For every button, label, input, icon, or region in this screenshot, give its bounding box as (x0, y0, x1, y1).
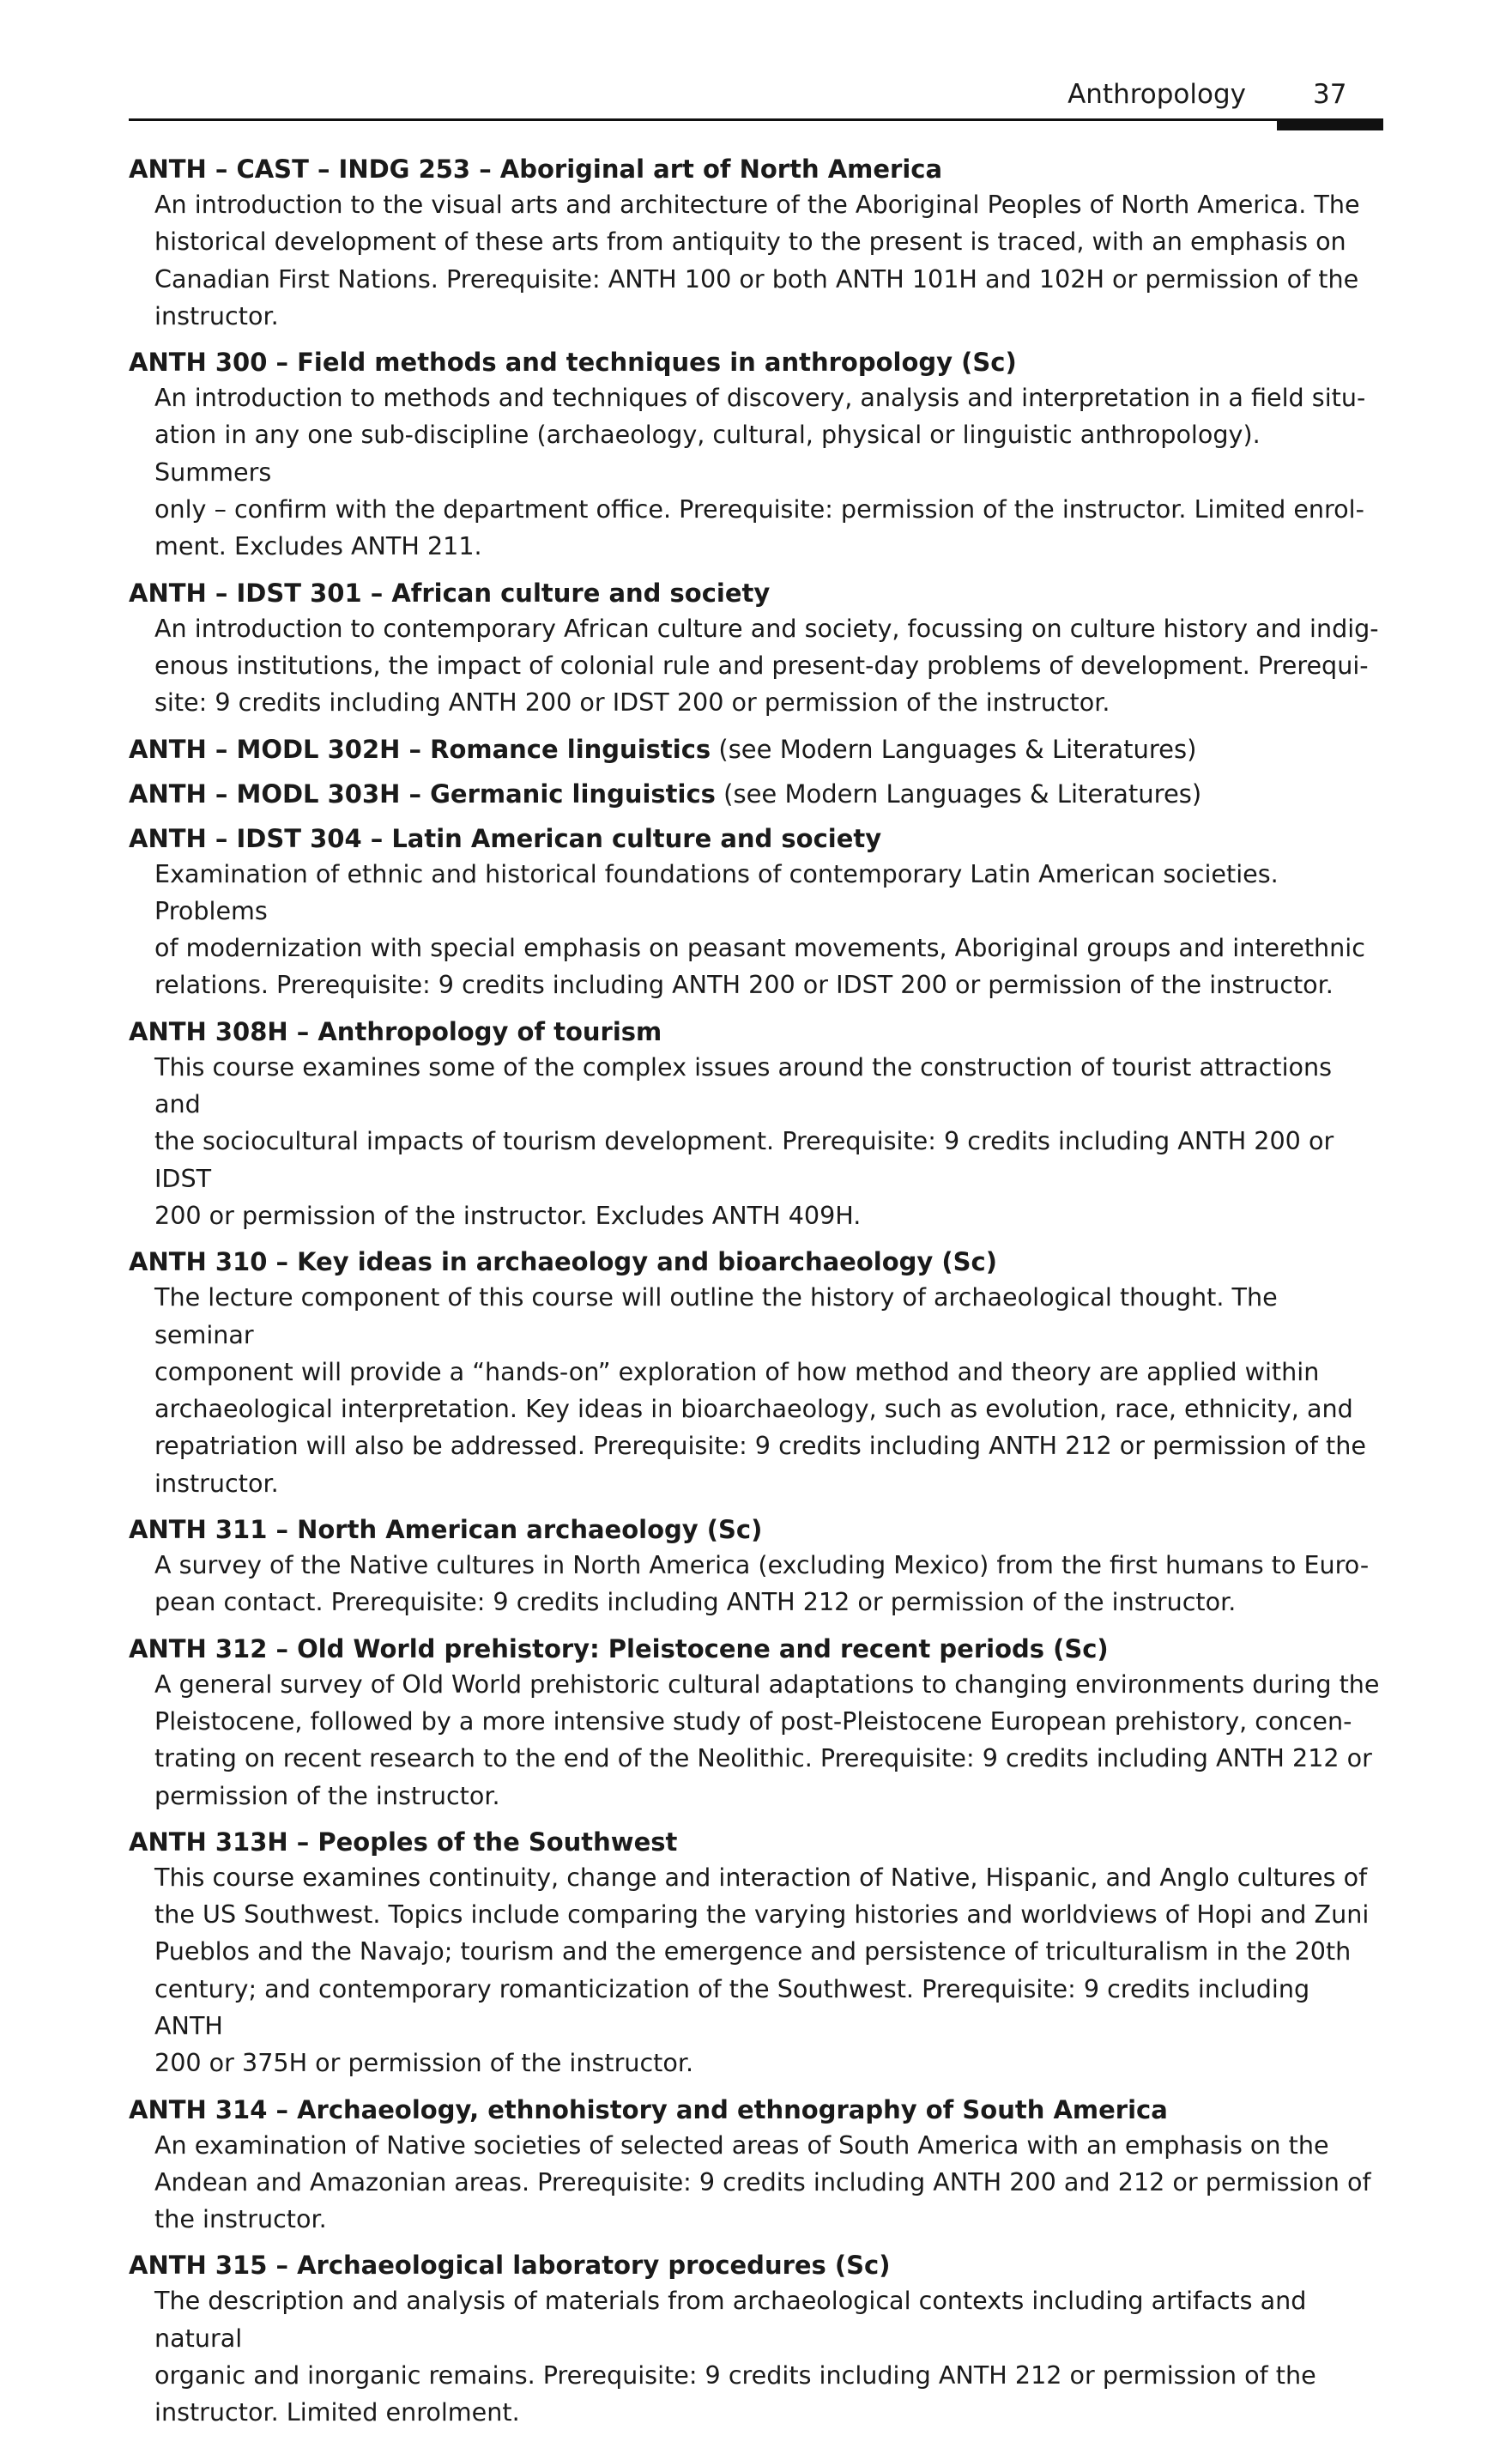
course-code-title: ANTH – MODL 303H – Germanic linguistics (129, 779, 716, 809)
course-entry (129, 1512, 1383, 1621)
page-header (129, 76, 1383, 118)
course-title (129, 821, 1383, 856)
course-entry (129, 345, 1383, 565)
course-code-title: ANTH – IDST 304 – Latin American culture and society (129, 823, 882, 853)
course-code-title: ANTH – IDST 301 – African culture and society (129, 578, 771, 608)
header-rule (129, 118, 1383, 121)
course-list (129, 152, 1383, 2442)
course-entry (129, 1245, 1383, 1502)
course-description: This course examines continuity, change and interaction of Native, Hispanic, and Anglo cultures of the US Southwest. Topics include comparing the varying histories and worldviews of Hopi and Zuni Pueblos and the Navajo; tourism and the emergence and persistence of triculturalism in the 20th century; and contemporary romanticization of the Southwest. Prerequisite: 9 credits including ANTH 200 or 375H or permission of the instructor. (154, 1862, 1370, 2078)
course-title (129, 732, 1383, 767)
course-code-title: ANTH – CAST – INDG 253 – Aboriginal art of North America (129, 155, 943, 184)
course-description: This course examines some of the complex issues around the construction of tourist attractions and the sociocultural impacts of tourism development. Prerequisite: 9 credits including ANTH 200 or IDST 200 or permission of the instructor. Excludes ANTH 409H. (154, 1051, 1334, 1230)
course-description: An examination of Native societies of selected areas of South America with an emphasis on the Andean and Amazonian areas. Prerequisite: 9 credits including ANTH 200 and 212 or permission of the instructor. (154, 2130, 1371, 2234)
course-title (129, 1825, 1383, 1859)
course-title (129, 576, 1383, 610)
course-title (129, 1632, 1383, 1666)
course-entry (129, 732, 1383, 767)
course-description: The lecture component of this course will outline the history of archaeological thought. The seminar component will provide a “hands-on” exploration of how method and theory are applied within archaeological interpretation. Key ideas in bioarchaeology, such as evolution, race, ethnicity, and repatriation will also be addressed. Prerequisite: 9 credits including ANTH 212 or permission of the instructor. (154, 1282, 1366, 1498)
course-description: An introduction to the visual arts and architecture of the Aboriginal Peoples of North America. The historical development of these arts from antiquity to the present is traced, with an emphasis on Canadian First Nations. Prerequisite: ANTH 100 or both ANTH 101H and 102H or permission of the instructor. (154, 190, 1360, 330)
course-description: A general survey of Old World prehistoric cultural adaptations to changing environments during the Pleistocene, followed by a more intensive study of post-Pleistocene European prehistory, concen- trating on recent research to the end of the Neolithic. Prerequisite: 9 credits including ANTH 212 or permission of the instructor. (154, 1669, 1380, 1810)
course-description: An introduction to contemporary African culture and society, focussing on culture history and indig- enous institutions, the impact of colonial rule and present-day problems of development. Prerequi- site: 9 credits including ANTH 200 or IDST 200 or permission of the instructor. (154, 613, 1379, 718)
course-code-title: ANTH 308H – Anthropology of tourism (129, 1016, 662, 1046)
course-description: The description and analysis of materials from archaeological contexts including artifacts and natural organic and inorganic remains. Prerequisite: 9 credits including ANTH 212 or permission of the instructor. Limited enrolment. (154, 2286, 1316, 2427)
section-title: Anthropology (1067, 79, 1246, 110)
page-number: 37 (1313, 79, 1347, 110)
course-title (129, 1015, 1383, 1049)
course-entry (129, 821, 1383, 1004)
course-title (129, 777, 1383, 811)
course-code-title: ANTH – MODL 302H – Romance linguistics (129, 734, 711, 764)
course-description: Examination of ethnic and historical foundations of contemporary Latin American societies. Problems of modernization with special emphasis on peasant movements, Aboriginal groups and interethnic relations. Prerequisite: 9 credits including ANTH 200 or IDST 200 or permission of the instructor. (154, 858, 1365, 1000)
course-entry (129, 2093, 1383, 2239)
header-tab-marker (1277, 120, 1383, 130)
course-code-title: ANTH 315 – Archaeological laboratory procedures (Sc) (129, 2251, 891, 2281)
course-title (129, 1512, 1383, 1547)
course-code-title: ANTH 312 – Old World prehistory: Pleistocene and recent periods (Sc) (129, 1633, 1109, 1663)
course-description: A survey of the Native cultures in North America (excluding Mexico) from the first humans to Euro- pean contact. Prerequisite: 9 credits including ANTH 212 or permission of the instructor. (154, 1550, 1370, 1617)
course-title (129, 1245, 1383, 1279)
course-note: (see Modern Languages & Literatures) (715, 779, 1202, 809)
course-entry (129, 1825, 1383, 2082)
course-entry (129, 576, 1383, 722)
course-entry (129, 2248, 1383, 2431)
course-code-title: ANTH 311 – North American archaeology (Sc) (129, 1515, 763, 1545)
course-entry (129, 1632, 1383, 1815)
course-code-title: ANTH 314 – Archaeology, ethnohistory and ethnography of South America (129, 2094, 1168, 2124)
course-entry (129, 1015, 1383, 1234)
course-code-title: ANTH 300 – Field methods and techniques in anthropology (Sc) (129, 348, 1017, 378)
course-title (129, 2248, 1383, 2282)
course-title (129, 345, 1383, 379)
course-code-title: ANTH 310 – Key ideas in archaeology and bioarchaeology (Sc) (129, 1247, 997, 1277)
course-code-title: ANTH 313H – Peoples of the Southwest (129, 1827, 678, 1857)
course-entry (129, 777, 1383, 811)
course-note: (see Modern Languages & Literatures) (711, 734, 1197, 764)
course-title (129, 152, 1383, 186)
course-entry (129, 152, 1383, 335)
course-description: An introduction to methods and techniques of discovery, analysis and interpretation in a field situ- ation in any one sub-discipline (archaeology, cultural, physical or linguistic anthropology). Summers only – confirm with the department office. Prerequisite: permission of the instructor. Limited enrol- ment. Excludes ANTH 211. (154, 383, 1366, 561)
course-title (129, 2093, 1383, 2127)
